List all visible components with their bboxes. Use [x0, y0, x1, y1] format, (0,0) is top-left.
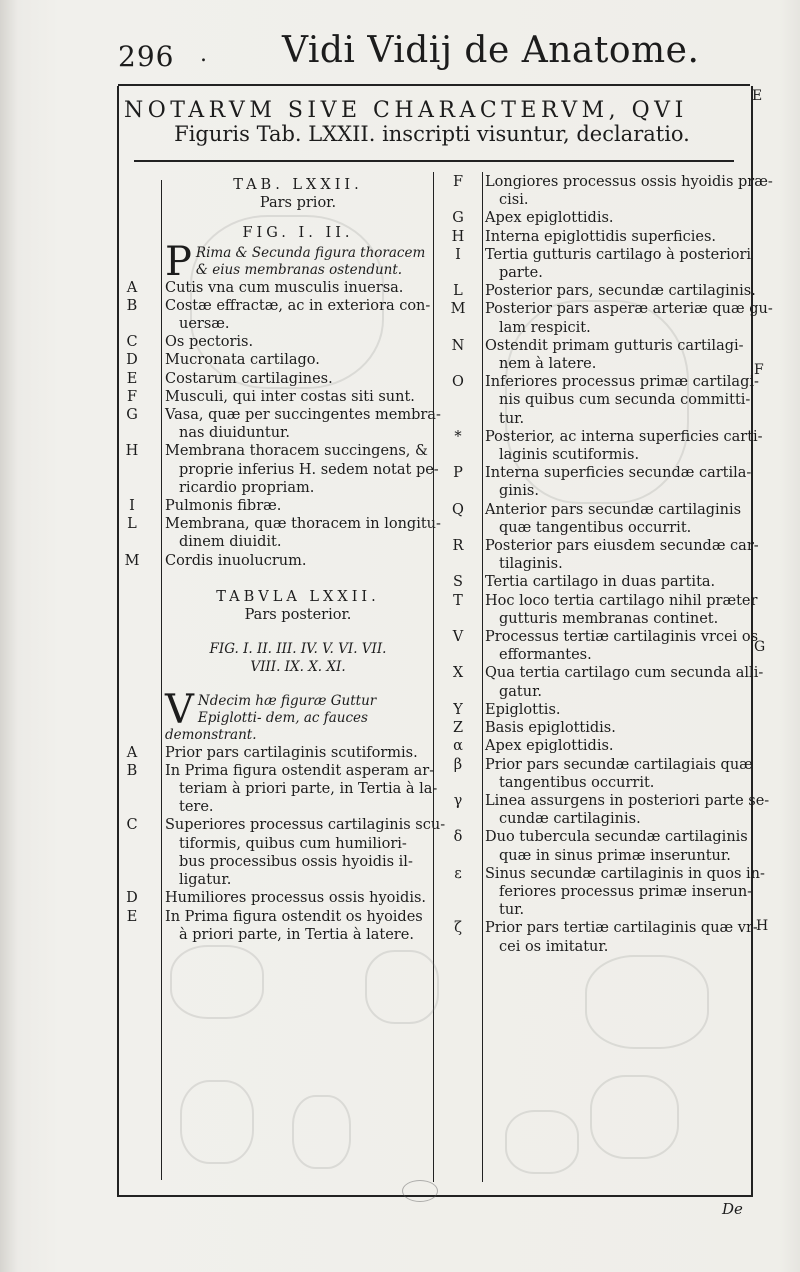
legend-key: Z — [452, 720, 464, 737]
legend-text: Pulmonis fibræ. — [165, 498, 282, 515]
legend-entry — [452, 373, 759, 428]
legend-text: parte. — [499, 265, 543, 282]
legend-entry — [452, 628, 759, 664]
legend-text: efformantes. — [499, 647, 592, 664]
drop-cap: P — [165, 238, 192, 285]
legend-text: Posterior pars asperæ arteriæ quæ gu- — [485, 301, 773, 318]
legend-list-prior — [124, 279, 441, 570]
legend-key: G — [126, 407, 138, 424]
intro2-text: Ndecim hæ figuræ Guttur Epiglotti- dem, ac fauces demonstrant. — [165, 692, 377, 743]
legend-entry — [454, 865, 765, 920]
legend-entry — [452, 719, 747, 737]
legend-entry — [126, 889, 431, 907]
folio-dot: . — [200, 42, 207, 67]
legend-key: Q — [452, 501, 464, 518]
legend-entry — [129, 497, 431, 515]
center-rule-b — [482, 172, 483, 1182]
legend-entry — [126, 816, 446, 889]
title-line-2: Figuris Tab. LXXII. inscripti visuntur, declaratio. — [174, 122, 690, 146]
legend-key: I — [129, 498, 135, 515]
legend-entry — [453, 828, 748, 864]
legend-text: proprie inferius H. sedem notat pe- — [179, 461, 439, 478]
legend-text: ligatur. — [179, 872, 232, 889]
legend-list-posterior — [126, 744, 446, 944]
legend-text: Posterior, ac interna superficies carti- — [485, 428, 763, 445]
show-through-figure — [292, 1095, 351, 1169]
show-through-figure — [170, 945, 264, 1019]
legend-entry — [126, 388, 431, 406]
legend-key: ε — [454, 865, 462, 882]
left-column-rule — [161, 180, 162, 1180]
drop-cap: V — [165, 686, 194, 733]
legend-text: feriores processus primæ inserun- — [499, 883, 753, 900]
legend-text: Ostendit primam gutturis cartilagi- — [485, 337, 744, 354]
legend-key: X — [452, 665, 464, 682]
legend-text: Vasa, quæ per succingentes membra- — [165, 407, 441, 424]
legend-entry — [455, 246, 752, 282]
legend-entry — [450, 300, 773, 336]
legend-text: à priori parte, in Tertia à latere. — [179, 926, 414, 943]
legend-text: Interna superficies secundæ cartila- — [485, 465, 752, 482]
fig-heading: FIG. I. II. — [242, 225, 354, 242]
legend-text: Prior pars cartilaginis scutiformis. — [165, 744, 418, 761]
legend-entry — [452, 209, 747, 227]
center-rule-a — [433, 172, 434, 1182]
title-rule — [134, 160, 734, 162]
legend-key: α — [453, 738, 463, 755]
legend-text: lam respicit. — [499, 319, 591, 336]
legend-text: nis quibus cum secunda committi- — [499, 392, 751, 409]
legend-text: Epiglottis. — [485, 701, 561, 718]
legend-entry — [453, 464, 752, 500]
legend-text: Apex epiglottidis. — [485, 210, 614, 227]
legend-text: Duo tubercula secundæ cartilaginis — [485, 829, 748, 846]
legend-key: C — [126, 817, 138, 834]
legend-key: * — [454, 428, 462, 445]
legend-text: cundæ cartilaginis. — [499, 811, 641, 828]
legend-text: Interna epiglottidis superficies. — [485, 228, 717, 245]
left-column — [124, 176, 446, 944]
show-through-figure — [180, 1080, 254, 1164]
legend-entry — [126, 908, 431, 944]
tab-heading: TAB. LXXII. — [233, 177, 363, 193]
legend-entry — [126, 762, 438, 817]
tab2-heading: TABVLA LXXII. — [216, 588, 380, 605]
legend-entry — [453, 792, 770, 828]
legend-entry — [452, 501, 747, 537]
legend-text: bus processibus ossis hyoidis il- — [179, 853, 413, 870]
legend-key: R — [452, 538, 464, 555]
legend-text: cisi. — [499, 192, 529, 209]
tab-subheading: Pars prior. — [259, 195, 337, 212]
legend-entry — [127, 515, 441, 551]
legend-key: D — [126, 352, 138, 369]
legend-text: Prior pars secundæ cartilagiais quæ — [485, 756, 753, 773]
legend-key: M — [450, 301, 466, 318]
fig2-heading-line-1: FIG. I. II. III. IV. V. VI. VII. — [209, 641, 387, 658]
legend-text: nas diuiduntur. — [179, 425, 291, 442]
legend-text: teriam à priori parte, in Tertia à la- — [179, 781, 438, 798]
legend-entry — [453, 573, 747, 591]
legend-entry — [124, 552, 431, 570]
legend-text: Qua tertia cartilago cum secunda alli- — [485, 665, 764, 682]
legend-key: γ — [453, 792, 463, 809]
legend-key: A — [126, 744, 138, 761]
legend-entry — [454, 428, 763, 464]
legend-key: δ — [453, 829, 463, 846]
legend-entry — [126, 279, 431, 297]
legend-text: Cordis inuolucrum. — [165, 552, 307, 569]
intro2-paragraph — [165, 686, 431, 744]
legend-text: Humiliores processus ossis hyoidis. — [165, 890, 427, 907]
legend-text: Cutis vna cum musculis inuersa. — [165, 279, 404, 296]
legend-key: H — [451, 228, 465, 245]
legend-entry — [453, 737, 747, 755]
legend-key: G — [452, 210, 464, 227]
legend-key: O — [452, 374, 464, 391]
legend-key: E — [126, 370, 138, 387]
legend-text: Longiores processus ossis hyoidis præ- — [485, 174, 773, 190]
legend-entry — [451, 228, 747, 246]
legend-text: Musculi, qui inter costas siti sunt. — [165, 388, 415, 405]
legend-text: In Prima figura ostendit asperam ar- — [165, 762, 435, 779]
legend-key: ζ — [454, 920, 462, 937]
legend-key: Y — [453, 701, 463, 718]
show-through-figure — [585, 955, 709, 1049]
legend-text: Hoc loco tertia cartilago nihil præter — [485, 592, 758, 609]
legend-text: dinem diuidit. — [179, 534, 282, 551]
legend-text: Posterior pars, secundæ cartilaginis. — [485, 283, 756, 300]
legend-entry — [452, 537, 759, 573]
legend-entry — [451, 337, 747, 373]
legend-key: S — [453, 574, 463, 591]
legend-text: tur. — [499, 902, 525, 919]
legend-key: T — [453, 592, 463, 609]
legend-key: A — [126, 279, 138, 296]
legend-key: H — [125, 443, 139, 460]
intro-paragraph — [165, 238, 431, 285]
legend-key: B — [126, 762, 138, 779]
legend-entry — [454, 919, 758, 955]
legend-key: β — [453, 756, 463, 773]
legend-entry — [126, 744, 431, 762]
legend-text: Posterior pars eiusdem secundæ car- — [485, 538, 759, 555]
legend-entry — [452, 664, 764, 700]
running-head: Vidi Vidij de Anatome. — [282, 30, 700, 71]
legend-text: tiformis, quibus cum humiliori- — [179, 835, 407, 852]
legend-text: Costarum cartilagines. — [165, 370, 333, 387]
legend-entry — [126, 351, 431, 369]
fig2-heading-line-2: VIII. IX. X. XI. — [250, 659, 346, 676]
margin-letter: F — [754, 362, 764, 378]
legend-text: tere. — [179, 799, 214, 816]
legend-text: Membrana, quæ thoracem in longitu- — [165, 516, 441, 533]
margin-letter: G — [754, 639, 766, 655]
legend-text: tangentibus occurrit. — [499, 774, 655, 791]
legend-text: ginis. — [499, 483, 539, 500]
catchword: De — [722, 1200, 743, 1218]
legend-text: Processus tertiæ cartilaginis vrcei os — [485, 629, 759, 646]
legend-text: gatur. — [499, 683, 543, 700]
show-through-figure — [590, 1075, 679, 1159]
legend-key: C — [126, 334, 138, 351]
legend-text: Tertia cartilago in duas partita. — [485, 574, 716, 591]
legend-text: Os pectoris. — [165, 334, 254, 351]
legend-text: Costæ effractæ, ac in exteriora con- — [165, 297, 431, 314]
legend-text: quæ in sinus primæ inseruntur. — [499, 847, 731, 864]
legend-text: Inferiores processus primæ cartilagi- — [485, 374, 759, 391]
show-through-figure — [365, 950, 439, 1024]
legend-text: Tertia gutturis cartilago à posteriori — [485, 246, 752, 263]
legend-entry — [126, 370, 431, 388]
title-line-1: NOTARVM SIVE CHARACTERVM, QVI — [124, 98, 688, 123]
legend-entry — [126, 333, 431, 351]
legend-text: nem à latere. — [499, 356, 597, 373]
intro-text: Rima & Secunda figura thoracem & eius membranas ostendunt. — [195, 244, 426, 278]
page-number: 296 — [118, 40, 175, 73]
legend-entry — [453, 592, 758, 628]
legend-text: uersæ. — [179, 316, 230, 333]
legend-key: F — [452, 174, 464, 190]
legend-key: B — [126, 297, 138, 314]
legend-list-right — [450, 173, 773, 956]
show-through-figure — [505, 1110, 579, 1174]
legend-key: M — [124, 552, 140, 569]
legend-entry — [453, 756, 753, 792]
legend-entry — [453, 701, 747, 719]
legend-text: In Prima figura ostendit os hyoides — [165, 908, 423, 925]
legend-text: Prior pars tertiæ cartilaginis quæ vr- — [485, 920, 758, 937]
legend-key: D — [126, 890, 138, 907]
legend-key: V — [452, 629, 464, 646]
legend-text: gutturis membranas continet. — [499, 610, 719, 627]
legend-key: E — [126, 908, 138, 925]
legend-text: cei os imitatur. — [499, 938, 609, 955]
margin-letter: E — [752, 88, 763, 104]
legend-key: N — [451, 337, 465, 354]
right-column — [450, 173, 773, 956]
legend-text: Superiores processus cartilaginis scu- — [165, 817, 446, 834]
legend-text: Basis epiglottidis. — [485, 720, 616, 737]
tab2-subheading: Pars posterior. — [244, 607, 352, 624]
legend-key: L — [453, 283, 463, 300]
legend-key: I — [455, 246, 461, 263]
legend-entry — [126, 406, 441, 442]
legend-entry — [126, 297, 431, 333]
legend-text: Linea assurgens in posteriori parte se- — [485, 792, 770, 809]
header-rule — [118, 84, 750, 86]
legend-text: laginis scutiformis. — [499, 447, 640, 464]
library-stamp — [402, 1180, 438, 1202]
legend-text: Apex epiglottidis. — [485, 738, 614, 755]
legend-key: L — [127, 516, 137, 533]
legend-text: quæ tangentibus occurrit. — [499, 519, 692, 536]
legend-text: tilaginis. — [499, 556, 563, 573]
legend-text: Anterior pars secundæ cartilaginis — [485, 501, 742, 518]
legend-text: tur. — [499, 410, 525, 427]
legend-entry — [453, 282, 756, 300]
margin-letter: H — [756, 918, 769, 934]
legend-key: P — [453, 465, 463, 482]
legend-text: ricardio propriam. — [179, 479, 315, 496]
frame-left-rule — [117, 86, 119, 1196]
legend-entry — [125, 442, 439, 497]
legend-entry — [452, 173, 773, 209]
legend-text: Membrana thoracem succingens, & — [165, 443, 428, 460]
legend-text: Mucronata cartilago. — [165, 352, 320, 369]
legend-key: F — [126, 388, 138, 405]
legend-text: Sinus secundæ cartilaginis in quos in- — [485, 865, 765, 882]
